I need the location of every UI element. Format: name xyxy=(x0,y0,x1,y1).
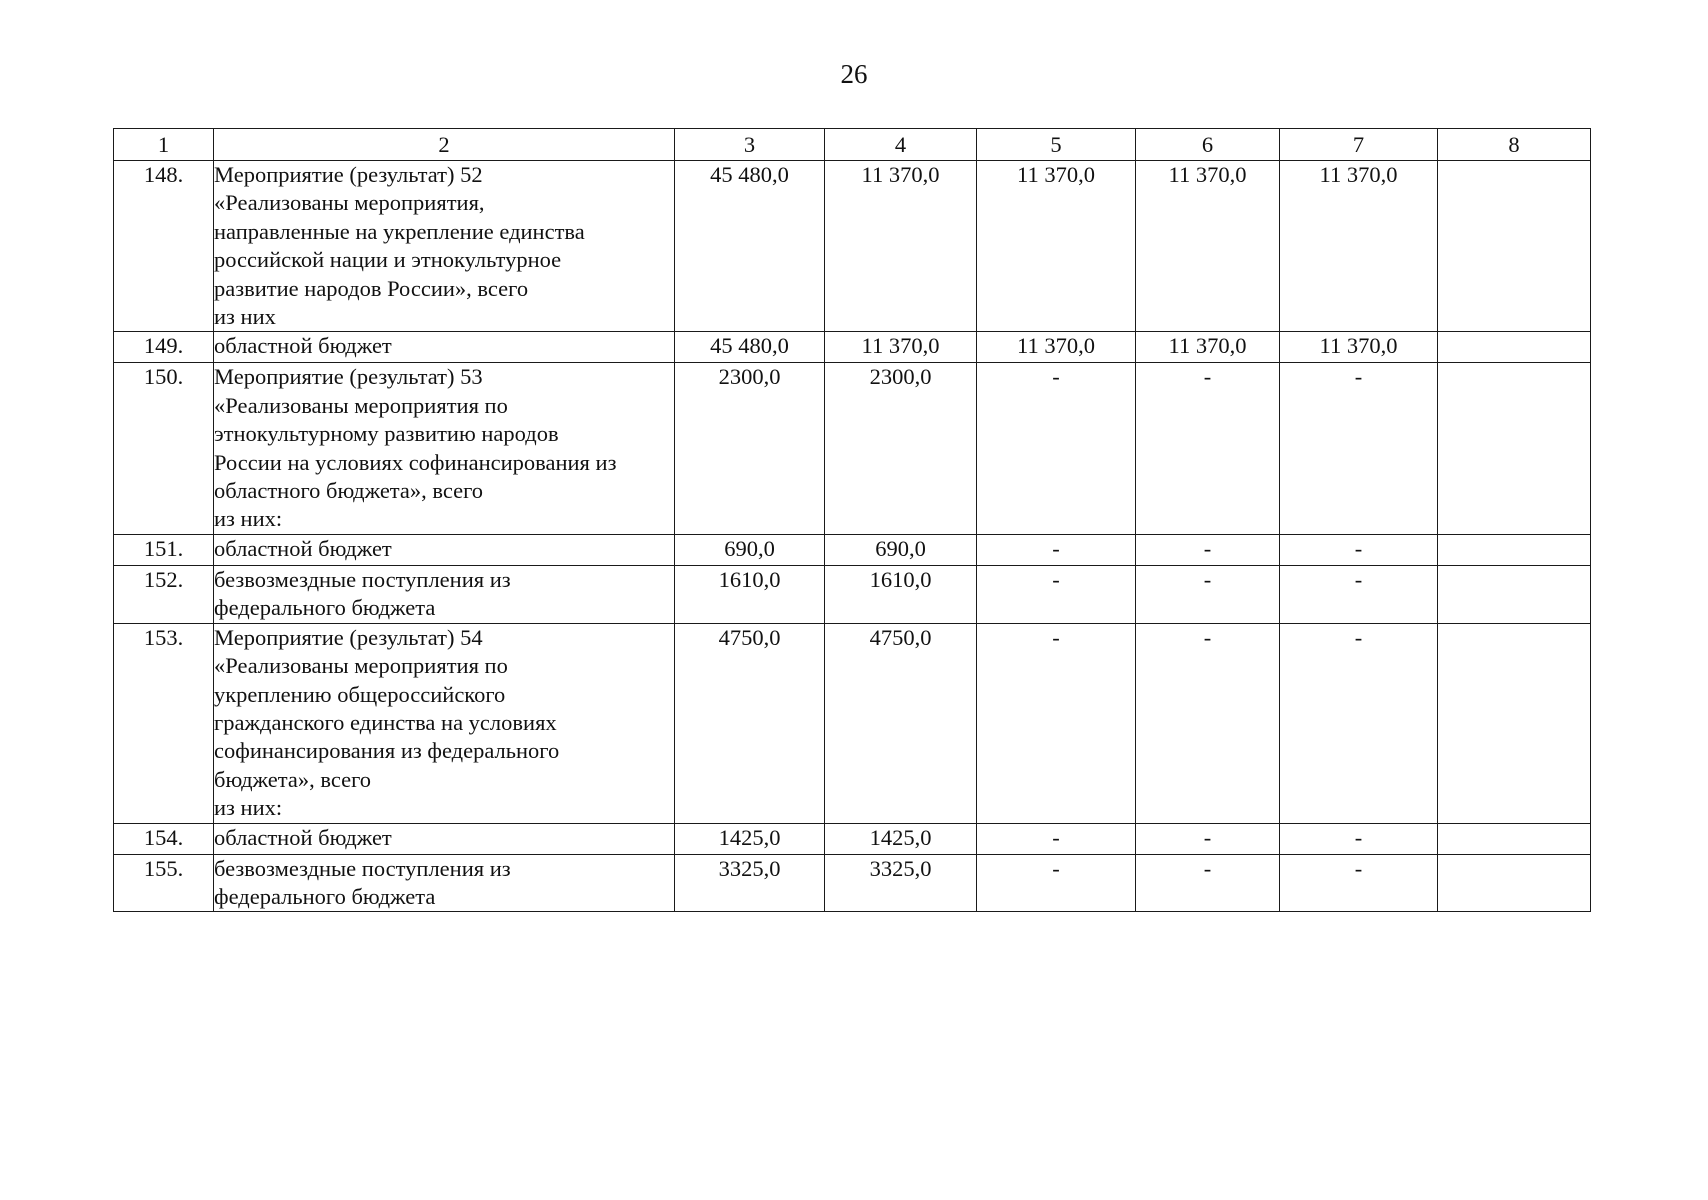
row-number: 151. xyxy=(114,534,214,565)
cell-col-7: - xyxy=(1280,623,1438,823)
row-number: 152. xyxy=(114,565,214,623)
cell-col-3: 4750,0 xyxy=(675,623,825,823)
cell-col-4: 1425,0 xyxy=(825,823,977,854)
row-name: Мероприятие (результат) 52 «Реализованы мероприятия, направленные на укрепление единства российской нации и этнокультурное развитие народов России», всего из них xyxy=(214,161,675,332)
cell-col-8 xyxy=(1438,565,1591,623)
cell-col-4: 4750,0 xyxy=(825,623,977,823)
cell-col-7: - xyxy=(1280,534,1438,565)
column-header-6: 6 xyxy=(1136,129,1280,161)
cell-col-6: - xyxy=(1136,854,1280,912)
cell-col-5: - xyxy=(977,565,1136,623)
row-number: 154. xyxy=(114,823,214,854)
cell-col-7: - xyxy=(1280,565,1438,623)
row-name: областной бюджет xyxy=(214,534,675,565)
cell-col-8 xyxy=(1438,623,1591,823)
cell-col-7: - xyxy=(1280,363,1438,534)
row-name: Мероприятие (результат) 54 «Реализованы мероприятия по укреплению общероссийского гражданского единства на условиях софинансирования из федерального бюджета», всего из них: xyxy=(214,623,675,823)
cell-col-8 xyxy=(1438,332,1591,363)
cell-col-3: 45 480,0 xyxy=(675,161,825,332)
cell-col-6: - xyxy=(1136,823,1280,854)
cell-col-5: - xyxy=(977,534,1136,565)
header-row xyxy=(114,129,1591,161)
row-number: 148. xyxy=(114,161,214,332)
table-body xyxy=(114,161,1591,912)
cell-col-7: - xyxy=(1280,854,1438,912)
cell-col-6: 11 370,0 xyxy=(1136,161,1280,332)
row-number: 153. xyxy=(114,623,214,823)
row-name: областной бюджет xyxy=(214,332,675,363)
page-number: 26 xyxy=(840,59,868,89)
cell-col-3: 3325,0 xyxy=(675,854,825,912)
table-row xyxy=(114,161,1591,332)
cell-col-6: 11 370,0 xyxy=(1136,332,1280,363)
column-header-7: 7 xyxy=(1280,129,1438,161)
table-row xyxy=(114,565,1591,623)
column-header-5: 5 xyxy=(977,129,1136,161)
cell-col-4: 1610,0 xyxy=(825,565,977,623)
table-row xyxy=(114,623,1591,823)
cell-col-7: 11 370,0 xyxy=(1280,161,1438,332)
table-row xyxy=(114,823,1591,854)
table-row xyxy=(114,534,1591,565)
row-number: 155. xyxy=(114,854,214,912)
cell-col-6: - xyxy=(1136,534,1280,565)
cell-col-6: - xyxy=(1136,565,1280,623)
cell-col-5: - xyxy=(977,623,1136,823)
cell-col-3: 2300,0 xyxy=(675,363,825,534)
cell-col-7: 11 370,0 xyxy=(1280,332,1438,363)
table-header xyxy=(114,129,1591,161)
cell-col-6: - xyxy=(1136,363,1280,534)
cell-col-8 xyxy=(1438,161,1591,332)
cell-col-3: 45 480,0 xyxy=(675,332,825,363)
row-name: безвозмездные поступления из федерального бюджета xyxy=(214,565,675,623)
column-header-4: 4 xyxy=(825,129,977,161)
row-number: 149. xyxy=(114,332,214,363)
cell-col-5: 11 370,0 xyxy=(977,332,1136,363)
cell-col-4: 690,0 xyxy=(825,534,977,565)
row-name: областной бюджет xyxy=(214,823,675,854)
column-header-3: 3 xyxy=(675,129,825,161)
cell-col-3: 1425,0 xyxy=(675,823,825,854)
cell-col-8 xyxy=(1438,534,1591,565)
column-header-1: 1 xyxy=(114,129,214,161)
row-number: 150. xyxy=(114,363,214,534)
row-name: Мероприятие (результат) 53 «Реализованы мероприятия по этнокультурному развитию народов России на условиях софинансирования из областного бюджета», всего из них: xyxy=(214,363,675,534)
cell-col-8 xyxy=(1438,363,1591,534)
cell-col-8 xyxy=(1438,823,1591,854)
cell-col-4: 11 370,0 xyxy=(825,332,977,363)
cell-col-5: - xyxy=(977,823,1136,854)
cell-col-3: 1610,0 xyxy=(675,565,825,623)
table-row xyxy=(114,363,1591,534)
cell-col-6: - xyxy=(1136,623,1280,823)
cell-col-7: - xyxy=(1280,823,1438,854)
table-row xyxy=(114,854,1591,912)
column-header-2: 2 xyxy=(214,129,675,161)
cell-col-5: - xyxy=(977,363,1136,534)
cell-col-5: 11 370,0 xyxy=(977,161,1136,332)
cell-col-4: 11 370,0 xyxy=(825,161,977,332)
cell-col-4: 3325,0 xyxy=(825,854,977,912)
cell-col-3: 690,0 xyxy=(675,534,825,565)
table-row xyxy=(114,332,1591,363)
cell-col-5: - xyxy=(977,854,1136,912)
row-name: безвозмездные поступления из федерального бюджета xyxy=(214,854,675,912)
budget-table xyxy=(113,128,1591,912)
cell-col-8 xyxy=(1438,854,1591,912)
cell-col-4: 2300,0 xyxy=(825,363,977,534)
column-header-8: 8 xyxy=(1438,129,1591,161)
